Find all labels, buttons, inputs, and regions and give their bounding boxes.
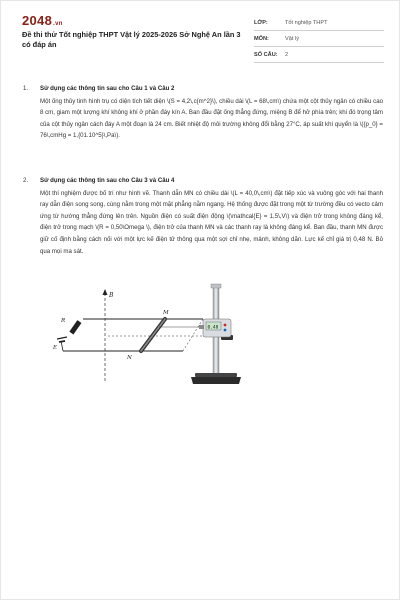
resistor-label: R (61, 318, 66, 324)
meta-label: MÔN: (254, 35, 269, 42)
meter-reading: 0.48 (207, 325, 219, 331)
meter-hook (199, 325, 204, 329)
question-block-2 (23, 175, 383, 257)
resistor (60, 318, 81, 334)
meter-button-red (224, 324, 227, 327)
stand-base (191, 377, 241, 384)
rails (63, 319, 203, 351)
meta-row-count (254, 47, 384, 63)
b-arrow-head (103, 289, 108, 295)
logo-text: 2048 (22, 13, 53, 28)
meta-info-table (254, 15, 384, 63)
question-body: Một ống thủy tinh hình trụ có diện tích tiết diện \(S = 4,2\,c{m^2}\), chiều dài \(L = 68\,cm\) chứa một cột thủy ngân có chiều cao 8 cm, giam một lượng khí không khí ở phần đáy kín A. Ban đầu đặt ống thẳng đứng, miệng B để hở phía trên; khi đó trọng tâm của cột thủy ngân cách đáy A một đoạn là 24 cm. Biết nhiệt độ môi trường không đổi bằng 27°C, áp suất khí quyển là \({p_0} = 76\,cmHg = 1,{01.10^5}\,Pa\). (40, 97, 383, 140)
question-body: Một thí nghiệm được bố trí như hình vẽ. Thanh dẫn MN có chiều dài \(L = 40,0\,cm\) đặt tiếp xúc và vuông góc với hai thanh ray dẫn điện song song, cùng nằm trong một mặt phẳng nằm ngang. Hệ thống được đặt trong một từ trường đều có vecto cảm ứng từ hướng thẳng đứng lên trên. Nguồn điện có suất điện động \(\mathcal{E} = 1,5\,V\) và điện trở trong không đáng kể, điện trở trong mạch \(R = 0,50\Omega \), điện trở của thanh MN và các thanh ray là không đáng kể. Ban đầu, thanh MN được giữ cố định bằng cách nối với một lực kế điện tử thông qua một sợi chỉ nhẹ, mảnh, không dãn. Lực kế chỉ giá trị 0,48 N. Bỏ qua mọi ma sát. (40, 189, 383, 255)
rod-mn (126, 310, 169, 361)
meta-value: Tốt nghiệp THPT (285, 19, 328, 26)
meta-value: 2 (285, 51, 289, 58)
question-block-1 (23, 83, 383, 142)
label-m: M (163, 310, 169, 316)
logo-tld: .vn (53, 21, 63, 27)
meta-label: SỐ CÂU: (254, 51, 278, 58)
meta-row-class (254, 15, 384, 31)
meta-label: LỚP: (254, 19, 268, 26)
meta-row-subject (254, 31, 384, 47)
question-heading: Sử dụng các thông tin sau cho Câu 3 và Câu 4 (40, 177, 175, 184)
question-heading: Sử dụng các thông tin sau cho Câu 1 và Câu 2 (40, 85, 175, 92)
resistor-body (69, 320, 81, 334)
battery (53, 337, 67, 351)
site-logo[interactable] (22, 13, 63, 28)
b-field-vector (103, 289, 115, 381)
force-meter (199, 319, 231, 337)
document-title: Đề thi thử Tốt nghiệp THPT Vật lý 2025-2026 Sở Nghệ An lần 3 có đáp án (22, 30, 241, 49)
label-n: N (127, 355, 132, 361)
question-number: 1. (23, 85, 29, 92)
battery-plate-short (59, 341, 65, 342)
battery-plate-long (57, 337, 67, 339)
meter-button-blue (224, 329, 227, 332)
meta-value: Vật lý (285, 35, 299, 42)
b-label: B (109, 292, 114, 299)
question-number: 2. (23, 177, 29, 184)
plane-edge (183, 319, 203, 351)
emf-label: E (53, 345, 58, 351)
experiment-figure (53, 281, 253, 391)
